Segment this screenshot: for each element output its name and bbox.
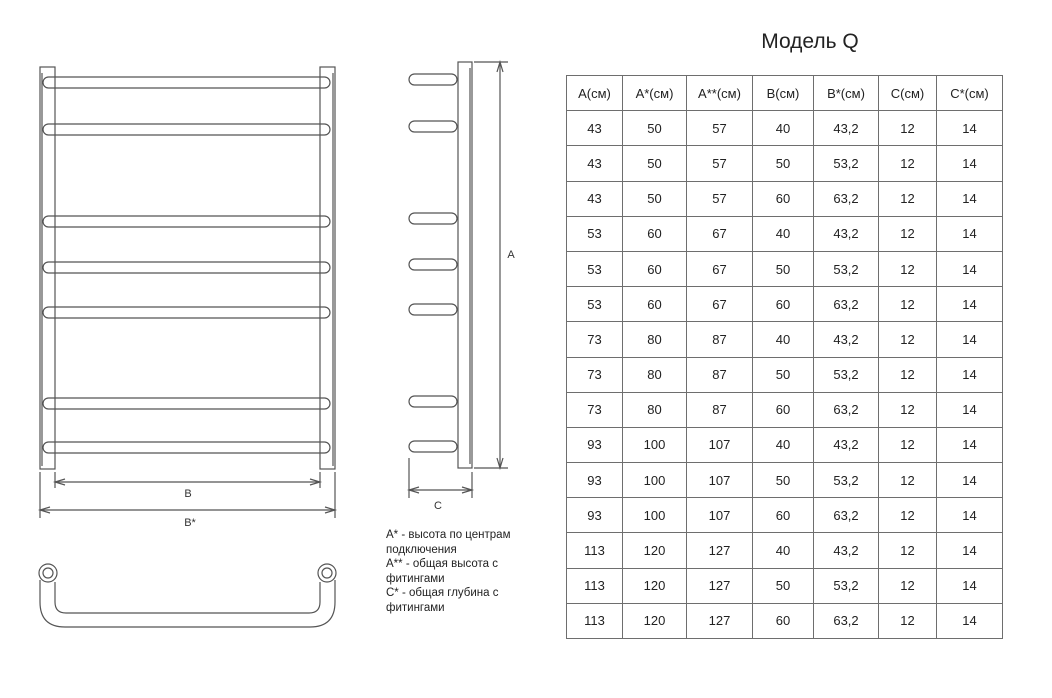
table-cell: 67: [687, 251, 753, 286]
table-cell: 60: [753, 287, 814, 322]
table-cell: 50: [623, 111, 687, 146]
table-cell: 100: [623, 463, 687, 498]
table-cell: 53,2: [814, 357, 879, 392]
table-cell: 12: [879, 427, 937, 462]
table-cell: 50: [753, 251, 814, 286]
table-cell: 53,2: [814, 251, 879, 286]
column-header-a: А(см): [567, 76, 623, 111]
table-row: [567, 146, 1003, 181]
dimension-b-label: B: [184, 488, 192, 500]
table-cell: 87: [687, 357, 753, 392]
table-cell: 12: [879, 181, 937, 216]
table-row: [567, 181, 1003, 216]
table-cell: 53: [567, 216, 623, 251]
table-cell: 14: [937, 287, 1003, 322]
table-body: [567, 111, 1003, 639]
dimension-a-label: A: [507, 249, 515, 261]
table-cell: 14: [937, 392, 1003, 427]
table-cell: 60: [753, 498, 814, 533]
table-cell: 60: [753, 603, 814, 638]
table-cell: 12: [879, 216, 937, 251]
table-cell: 14: [937, 216, 1003, 251]
table-cell: 60: [623, 287, 687, 322]
table-cell: 107: [687, 498, 753, 533]
table-row: [567, 533, 1003, 568]
top-view: [39, 564, 336, 627]
table-cell: 87: [687, 322, 753, 357]
table-cell: 60: [753, 181, 814, 216]
table-cell: 57: [687, 181, 753, 216]
spec-table: [566, 75, 1003, 639]
column-header-b: В(см): [753, 76, 814, 111]
table-cell: 73: [567, 357, 623, 392]
legend-line: А** - общая высота с: [386, 558, 498, 570]
table-row: [567, 603, 1003, 638]
table-row: [567, 427, 1003, 462]
dimension-b-star-label: B*: [184, 517, 196, 529]
table-cell: 127: [687, 603, 753, 638]
table-cell: 120: [623, 603, 687, 638]
front-view: [40, 67, 335, 469]
table-cell: 113: [567, 533, 623, 568]
table-cell: 80: [623, 392, 687, 427]
table-cell: 63,2: [814, 498, 879, 533]
table-row: [567, 287, 1003, 322]
table-cell: 43: [567, 146, 623, 181]
table-cell: 120: [623, 568, 687, 603]
column-header-a-star: А*(см): [623, 76, 687, 111]
table-cell: 67: [687, 216, 753, 251]
table-cell: 12: [879, 568, 937, 603]
dimension-c-label: C: [434, 500, 442, 512]
page-title: Модель Q: [761, 30, 859, 53]
table-cell: 100: [623, 427, 687, 462]
table-cell: 14: [937, 357, 1003, 392]
legend-line: А* - высота по центрам: [386, 529, 511, 541]
table-cell: 113: [567, 568, 623, 603]
table-cell: 57: [687, 146, 753, 181]
table-cell: 120: [623, 533, 687, 568]
table-cell: 60: [623, 216, 687, 251]
table-cell: 43,2: [814, 111, 879, 146]
table-cell: 93: [567, 427, 623, 462]
table-cell: 53,2: [814, 463, 879, 498]
table-cell: 80: [623, 322, 687, 357]
table-row: [567, 322, 1003, 357]
table-row: [567, 357, 1003, 392]
table-row: [567, 111, 1003, 146]
table-cell: 14: [937, 427, 1003, 462]
table-cell: 12: [879, 146, 937, 181]
table-cell: 12: [879, 322, 937, 357]
table-cell: 14: [937, 146, 1003, 181]
table-cell: 43: [567, 111, 623, 146]
table-cell: 14: [937, 181, 1003, 216]
table-cell: 53: [567, 287, 623, 322]
table-cell: 14: [937, 603, 1003, 638]
table-cell: 43,2: [814, 427, 879, 462]
table-cell: 127: [687, 533, 753, 568]
table-row: [567, 498, 1003, 533]
table-cell: 40: [753, 533, 814, 568]
table-cell: 107: [687, 427, 753, 462]
table-cell: 63,2: [814, 287, 879, 322]
table-cell: 43,2: [814, 533, 879, 568]
table-cell: 113: [567, 603, 623, 638]
table-cell: 12: [879, 111, 937, 146]
legend-line: фитингами: [386, 572, 445, 585]
table-cell: 14: [937, 533, 1003, 568]
table-cell: 50: [753, 357, 814, 392]
legend-line: С* - общая глубина с: [386, 587, 499, 599]
table-cell: 12: [879, 357, 937, 392]
table-cell: 12: [879, 392, 937, 427]
legend: [386, 528, 536, 615]
table-cell: 14: [937, 463, 1003, 498]
table-cell: 14: [937, 322, 1003, 357]
table-row: [567, 251, 1003, 286]
table-cell: 100: [623, 498, 687, 533]
table-cell: 80: [623, 357, 687, 392]
table-cell: 53,2: [814, 568, 879, 603]
table-row: [567, 568, 1003, 603]
table-cell: 12: [879, 498, 937, 533]
table-cell: 63,2: [814, 392, 879, 427]
table-cell: 14: [937, 251, 1003, 286]
table-cell: 60: [753, 392, 814, 427]
table-cell: 50: [753, 146, 814, 181]
table-cell: 50: [623, 146, 687, 181]
table-row: [567, 392, 1003, 427]
table-cell: 40: [753, 216, 814, 251]
table-cell: 43,2: [814, 216, 879, 251]
table-cell: 63,2: [814, 181, 879, 216]
table-cell: 50: [753, 463, 814, 498]
table-cell: 14: [937, 498, 1003, 533]
table-cell: 67: [687, 287, 753, 322]
table-row: [567, 216, 1003, 251]
table-header-row: [567, 76, 1003, 111]
table-cell: 40: [753, 427, 814, 462]
table-row: [567, 463, 1003, 498]
table-cell: 60: [623, 251, 687, 286]
table-cell: 53,2: [814, 146, 879, 181]
table-cell: 107: [687, 463, 753, 498]
table-cell: 12: [879, 533, 937, 568]
table-cell: 73: [567, 322, 623, 357]
table-cell: 14: [937, 111, 1003, 146]
table-cell: 43,2: [814, 322, 879, 357]
table-cell: 73: [567, 392, 623, 427]
table-cell: 14: [937, 568, 1003, 603]
table-cell: 93: [567, 463, 623, 498]
table-cell: 63,2: [814, 603, 879, 638]
table-cell: 57: [687, 111, 753, 146]
side-view: [409, 62, 508, 498]
table-cell: 12: [879, 463, 937, 498]
legend-line: фитингами: [386, 601, 445, 614]
table-cell: 53: [567, 251, 623, 286]
table-cell: 87: [687, 392, 753, 427]
table-cell: 50: [753, 568, 814, 603]
column-header-c-star: С*(см): [937, 76, 1003, 111]
table-cell: 40: [753, 322, 814, 357]
column-header-a-double-star: А**(см): [687, 76, 753, 111]
table-cell: 93: [567, 498, 623, 533]
table-cell: 12: [879, 603, 937, 638]
table-cell: 50: [623, 181, 687, 216]
table-cell: 127: [687, 568, 753, 603]
table-cell: 43: [567, 181, 623, 216]
table-cell: 40: [753, 111, 814, 146]
table-cell: 12: [879, 287, 937, 322]
table-cell: 12: [879, 251, 937, 286]
legend-line: подключения: [386, 543, 457, 556]
column-header-c: С(см): [879, 76, 937, 111]
column-header-b-star: В*(см): [814, 76, 879, 111]
